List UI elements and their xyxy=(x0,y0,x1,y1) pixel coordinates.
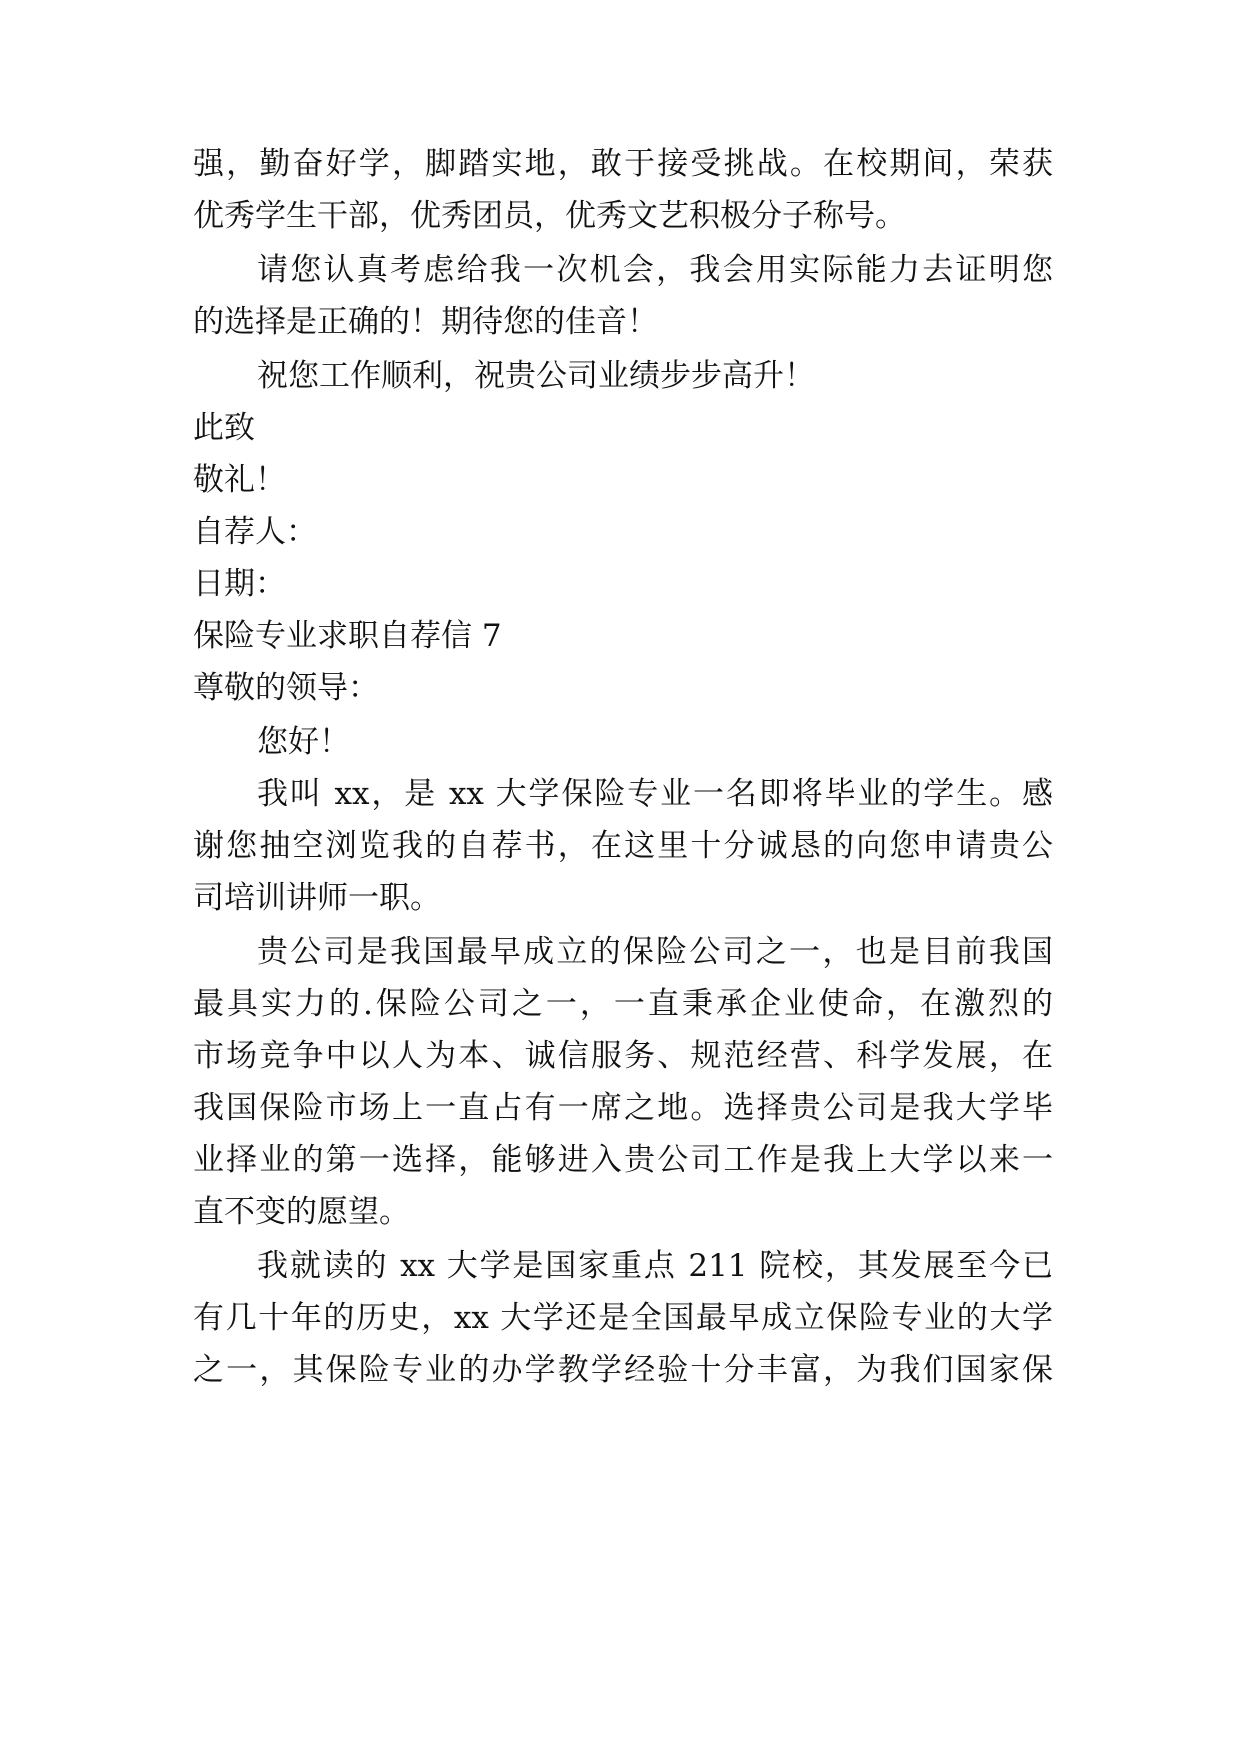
paragraph-5-line-2: 最具实力的.保险公司之一，一直秉承企业使命，在激烈的 xyxy=(193,986,1053,1022)
letter-title: 保险专业求职自荐信 7 xyxy=(193,618,502,654)
paragraph-3-line-1: 祝您工作顺利，祝贵公司业绩步步高升！ xyxy=(257,358,815,394)
paragraph-5-line-4: 我国保险市场上一直占有一席之地。选择贵公司是我大学毕 xyxy=(193,1090,1053,1126)
paragraph-5-line-3: 市场竞争中以人为本、诚信服务、规范经营、科学发展，在 xyxy=(193,1038,1053,1074)
paragraph-4-line-1: 我叫 xx，是 xx 大学保险专业一名即将毕业的学生。感 xyxy=(257,776,1053,812)
closing-line-2: 敬礼！ xyxy=(193,462,286,498)
paragraph-6-line-1: 我就读的 xx 大学是国家重点 211 院校，其发展至今已 xyxy=(257,1248,1053,1284)
paragraph-6-line-2: 有几十年的历史，xx 大学还是全国最早成立保险专业的大学 xyxy=(193,1300,1053,1336)
paragraph-5-line-5: 业择业的第一选择，能够进入贵公司工作是我上大学以来一 xyxy=(193,1142,1053,1178)
paragraph-5-line-1: 贵公司是我国最早成立的保险公司之一，也是目前我国 xyxy=(257,934,1053,970)
date-label: 日期： xyxy=(193,566,286,602)
paragraph-1-line-1: 强，勤奋好学，脚踏实地，敢于接受挑战。在校期间，荣获 xyxy=(193,146,1053,182)
paragraph-1-line-2: 优秀学生干部，优秀团员，优秀文艺积极分子称号。 xyxy=(193,198,906,234)
paragraph-6-line-3: 之一，其保险专业的办学教学经验十分丰富，为我们国家保 xyxy=(193,1352,1053,1388)
paragraph-4-line-2: 谢您抽空浏览我的自荐书，在这里十分诚恳的向您申请贵公 xyxy=(193,828,1053,864)
greeting: 您好！ xyxy=(257,724,350,760)
signer-label: 自荐人： xyxy=(193,514,317,550)
paragraph-2-line-2: 的选择是正确的！期待您的佳音！ xyxy=(193,304,658,340)
paragraph-2-line-1: 请您认真考虑给我一次机会，我会用实际能力去证明您 xyxy=(257,252,1053,288)
paragraph-4-line-3: 司培训讲师一职。 xyxy=(193,880,441,916)
paragraph-5-line-6: 直不变的愿望。 xyxy=(193,1194,410,1230)
salutation: 尊敬的领导： xyxy=(193,670,379,706)
closing-line-1: 此致 xyxy=(193,410,255,446)
